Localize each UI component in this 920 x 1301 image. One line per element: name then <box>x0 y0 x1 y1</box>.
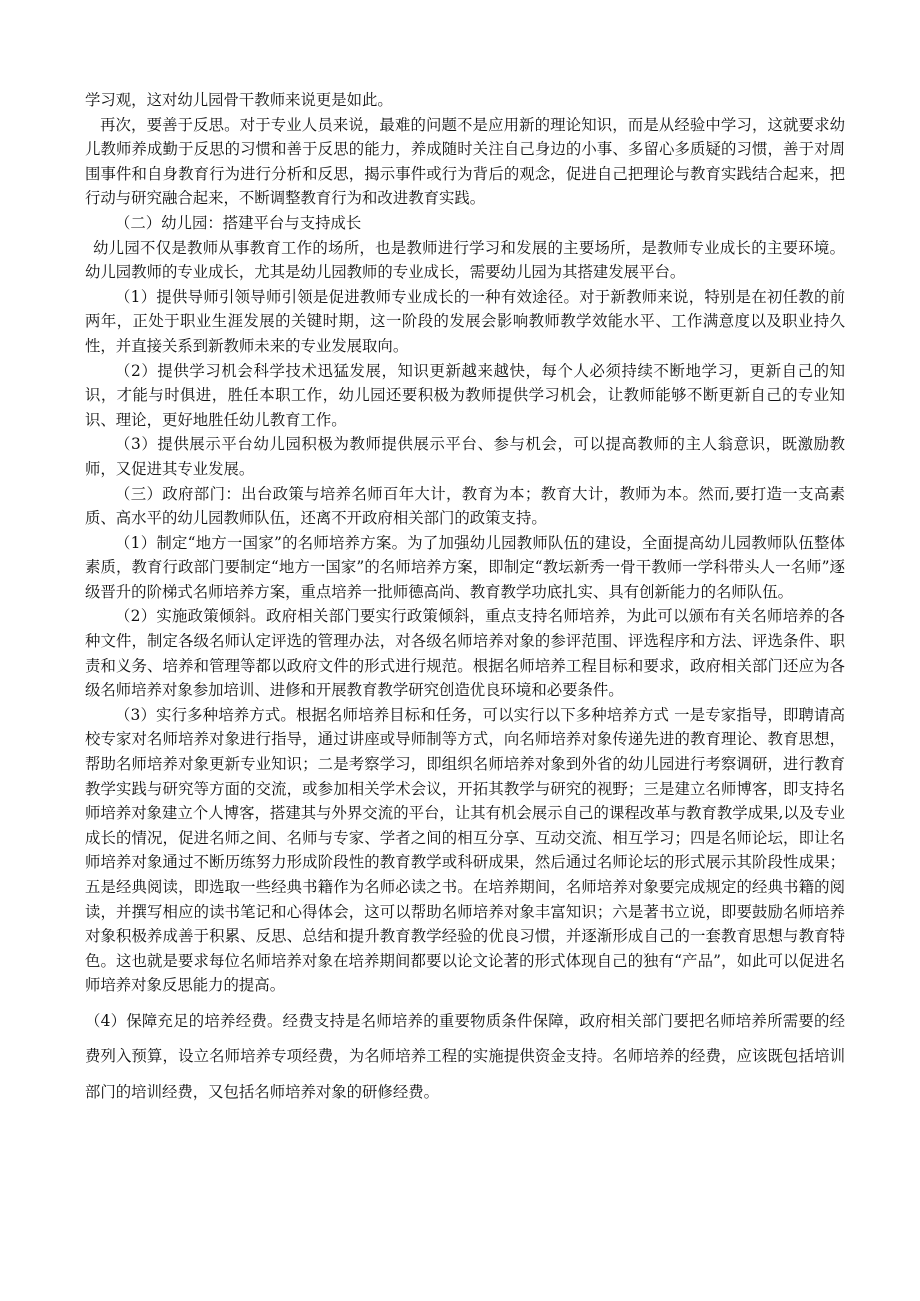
paragraph-training-plan: （1）制定“地方一国家”的名师培养方案。为了加强幼儿园教师队伍的建设，全面提高幼儿园教师队伍整体素质，教育行政部门要制定“地方一国家”的名师培养方案，即制定“教坛新秀一骨干教师一学科带头人一名师”逐级晋升的阶梯式名师培养方案，重点培养一批师德高尚、教育教学功底扎实、具有创新能力的名师队伍。 <box>85 533 845 601</box>
paragraph-policy: （2）实施政策倾斜。政府相关部门要实行政策倾斜，重点支持名师培养，为此可以颁布有关名师培养的各种文件，制定各级名师认定评选的管理办法，对各级名师培养对象的参评范围、评选程序和方法、评选条件、职责和义务、培养和管理等都以政府文件的形式进行规范。根据名师培养工程目标和要求，政府相关部门还应为各级名师培养对象参加培训、进修和开展教育教学研究创造优良环境和必要条件。 <box>85 607 845 700</box>
document-body <box>85 88 845 1110</box>
paragraph-continuation: 学习观，这对幼儿园骨干教师来说更是如此。 <box>85 91 393 109</box>
paragraph-training-methods: （3）实行多种培养方式。根据名师培养目标和任务，可以实行以下多种培养方式 一是专家指导，即聘请高校专家对名师培养对象进行指导，通过讲座或导师制等方式，向名师培养对象传递先进的教育理论、教育思想，帮助名师培养对象更新专业知识；二是考察学习，即组织名师培养对象到外省的幼儿园进行考察调研，进行教育教学实践与研究等方面的交流，或参加相关学术会议，开拓其教学与研究的视野；三是建立名师博客，即支持名师培养对象建立个人博客，搭建其与外界交流的平台，让其有机会展示自己的课程改革与教育教学成果,以及专业成长的情况，促进名师之间、名师与专家、学者之间的相互分享、互动交流、相互学习；四是名师论坛，即让名师培养对象通过不断历练努力形成阶段性的教育教学或科研成果，然后通过名师论坛的形式展示其阶段性成果；五是经典阅读，即选取一些经典书籍作为名师必读之书。在培养期间，名师培养对象要完成规定的经典书籍的阅读，并撰写相应的读书笔记和心得体会，这可以帮助名师培养对象丰富知识；六是著书立说，即要鼓励名师培养对象积极养成善于积累、反思、总结和提升教育教学经验的优良习惯，并逐渐形成自己的一套教育思想与教育特色。这也就是要求每位名师培养对象在培养期间都要以论文论著的形式体现自己的独有“产品”，如此可以促进名师培养对象反思能力的提高。 <box>85 705 845 995</box>
paragraph-mentor: （1）提供导师引领导师引领是促进教师专业成长的一种有效途径。对于新教师来说，特别是在初任教的前两年，正处于职业生涯发展的关键时期，这一阶段的发展会影响教师教学效能水平、工作满意度以及职业持久性，并直接关系到新教师未来的专业发展取向。 <box>85 287 845 355</box>
paragraph-learning: （2）提供学习机会科学技术迅猛发展，知识更新越来越快，每个人必须持续不断地学习，更新自己的知识，才能与时俱进，胜任本职工作，幼儿园还要积极为教师提供学习机会，让教师能够不断更新自己的专业知识、理论，更好地胜任幼儿教育工作。 <box>85 361 845 429</box>
section-heading-government: （三）政府部门：出台政策与培养名师百年大计，教育为本；教育大计，教师为本。然而,要打造一支高素质、高水平的幼儿园教师队伍，还离不开政府相关部门的政策支持。 <box>85 484 845 528</box>
paragraph-showcase: （3）提供展示平台幼儿园积极为教师提供展示平台、参与机会，可以提高教师的主人翁意识，既激励教师，又促进其专业发展。 <box>85 435 845 478</box>
paragraph-reflection: 再次，要善于反思。对于专业人员来说，最难的问题不是应用新的理论知识，而是从经验中学习，这就要求幼儿教师养成勤于反思的习惯和善于反思的能力，养成随时关注自己身边的小事、多留心多质疑的习惯，善于对周围事件和自身教育行为进行分析和反思，揭示事件或行为背后的观念，促进自己把理论与教育实践结合起来，把行动与研究融合起来，不断调整教育行为和改进教育实践。 <box>85 115 845 208</box>
paragraph-kindergarten-intro: 幼儿园不仅是教师从事教育工作的场所，也是教师进行学习和发展的主要场所，是教师专业成长的主要环境。幼儿园教师的专业成长，尤其是幼儿园教师的专业成长，需要幼儿园为其搭建发展平台。 <box>85 238 845 282</box>
section-heading-kindergarten: （二）幼儿园：搭建平台与支持成长 <box>115 213 362 232</box>
paragraph-funding: （4）保障充足的培养经费。经费支持是名师培养的重要物质条件保障，政府相关部门要把名师培养所需要的经费列入预算，设立名师培养专项经费，为名师培养工程的实施提供资金支持。名师培养的经费，应该既包括培训部门的培训经费，又包括名师培养对象的研修经费。 <box>85 1011 845 1101</box>
